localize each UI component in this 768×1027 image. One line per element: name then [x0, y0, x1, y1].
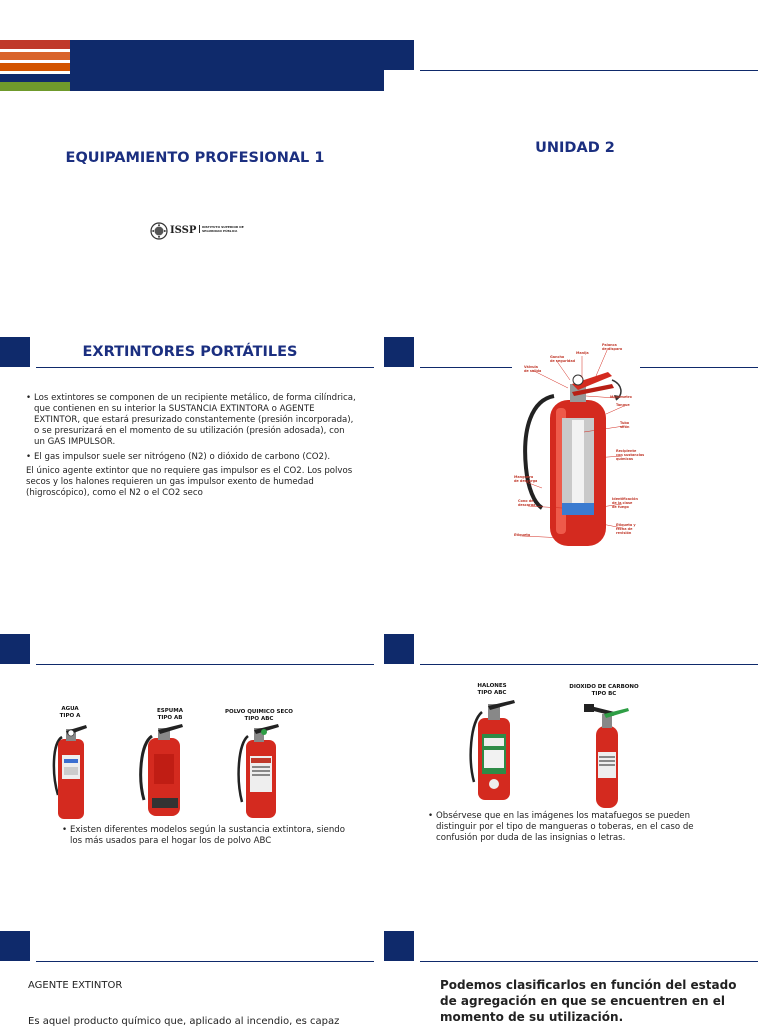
extinguisher-label: DIOXIDO DE CARBONO TIPO BC — [569, 684, 639, 697]
svg-text:de disparo: de disparo — [602, 347, 623, 351]
svg-text:Manómetro: Manómetro — [610, 395, 632, 399]
extinguisher-label: HALONES TIPO ABC — [477, 683, 507, 696]
header-rule — [420, 664, 758, 665]
bullet-item: • Los extintores se componen de un recipiente metálico, de forma cilíndrica, que contienen en su interior la SUSTANCIA EXTINTORA o AGENTE EXTINTOR, que estará presurizado constantemente (presión incorporada), o se presurizará en el momento de su utilización (presión adosada), con un GAS IMPULSOR. — [34, 393, 356, 448]
corner-square — [384, 634, 414, 664]
slide-title: UNIDAD 2 — [535, 140, 615, 156]
svg-text:de salida: de salida — [524, 369, 542, 373]
svg-text:de fuego: de fuego — [612, 505, 629, 509]
svg-text:Etiqueta y: Etiqueta y — [616, 523, 636, 527]
svg-text:de descarga: de descarga — [514, 479, 538, 483]
header-rule — [36, 664, 374, 665]
seal-icon — [150, 222, 168, 240]
slide-body — [428, 811, 718, 848]
corner-square — [0, 931, 30, 961]
dry-chemical-extinguisher-image — [234, 724, 282, 820]
extinguisher-diagram — [512, 338, 645, 552]
header-rule — [36, 367, 374, 368]
header-rule-right — [640, 367, 758, 368]
extinguisher-label: AGUA TIPO A — [59, 706, 81, 719]
bullet-item: • Obsérvese que en las imágenes los matafuegos se pueden distinguir por el tipo de mangueras o toberas, en el caso de confusión por duda de las insignias o letras. — [436, 811, 718, 844]
svg-text:Manguera: Manguera — [514, 475, 534, 479]
header-rule — [36, 961, 374, 962]
logo-text: ISSP — [170, 225, 197, 236]
co2-extinguisher-image — [584, 702, 632, 810]
slide-title: EXRTINTORES PORTÁTILES — [82, 344, 298, 360]
logo-subtext: INSTITUTO SUPERIOR DE SEGURIDAD PÚBLICA — [199, 225, 246, 233]
issp-logo — [150, 222, 245, 240]
bullet-item: • Existen diferentes modelos según la sustancia extintora, siendo los más usados para el hogar los de polvo ABC — [70, 825, 347, 847]
header-stripes — [0, 40, 70, 91]
svg-text:Tubo: Tubo — [620, 421, 630, 425]
svg-text:fecha de: fecha de — [616, 527, 633, 531]
foam-extinguisher-image — [136, 724, 188, 819]
bullet-item: • El gas impulsor suele ser nitrógeno (N2) o dióxido de carbono (CO2). — [34, 452, 356, 463]
body-text: Podemos clasificarlos en función del estado de agregación en que se encuentren en el momento de su utilización. — [440, 978, 737, 1024]
corner-square — [384, 931, 414, 961]
slide-title: EQUIPAMIENTO PROFESIONAL 1 — [65, 150, 325, 166]
svg-text:químicas: químicas — [616, 457, 634, 461]
corner-square — [0, 337, 30, 367]
corner-square — [384, 337, 414, 367]
body-text: Es aquel producto químico que, aplicado al incendio, es capaz — [28, 1016, 340, 1027]
extinguisher-label: ESPUMA TIPO AB — [157, 708, 183, 721]
svg-text:Recipiente: Recipiente — [616, 449, 637, 453]
paragraph: El único agente extintor que no requiere gas impulsor es el CO2. Los polvos secos y los halones requieren un gas impulsor exento de humedad (higroscópico), como el N2 o el CO2 seco — [26, 466, 353, 498]
svg-text:Palanca: Palanca — [602, 343, 617, 347]
corner-square — [0, 634, 30, 664]
svg-text:sifón: sifón — [620, 425, 630, 429]
svg-text:Válvula: Válvula — [524, 365, 538, 369]
extinguisher-label: POLVO QUIMICO SECO TIPO ABC — [225, 709, 293, 722]
svg-text:Gancho: Gancho — [550, 355, 565, 359]
svg-text:de seguridad: de seguridad — [550, 359, 576, 363]
svg-text:con sustancias: con sustancias — [616, 453, 645, 457]
svg-text:de la clase: de la clase — [612, 501, 633, 505]
svg-text:Etiqueta: Etiqueta — [514, 533, 531, 537]
header-rule — [420, 961, 758, 962]
slide-body — [62, 825, 347, 851]
header-rule — [420, 70, 758, 71]
svg-text:Identificación: Identificación — [612, 497, 638, 501]
slide-body — [26, 393, 356, 499]
corner-square — [384, 40, 414, 70]
section-heading: AGENTE EXTINTOR — [28, 980, 123, 991]
water-extinguisher-image — [50, 725, 90, 820]
svg-text:Manija: Manija — [576, 351, 589, 355]
svg-text:revisión: revisión — [616, 531, 632, 535]
svg-text:Tanque: Tanque — [616, 403, 630, 407]
header-banner — [70, 40, 384, 91]
halon-extinguisher-image — [466, 700, 518, 802]
svg-text:descarga: descarga — [518, 503, 536, 507]
svg-text:Cono de: Cono de — [518, 499, 534, 503]
header-rule-left — [420, 367, 515, 368]
